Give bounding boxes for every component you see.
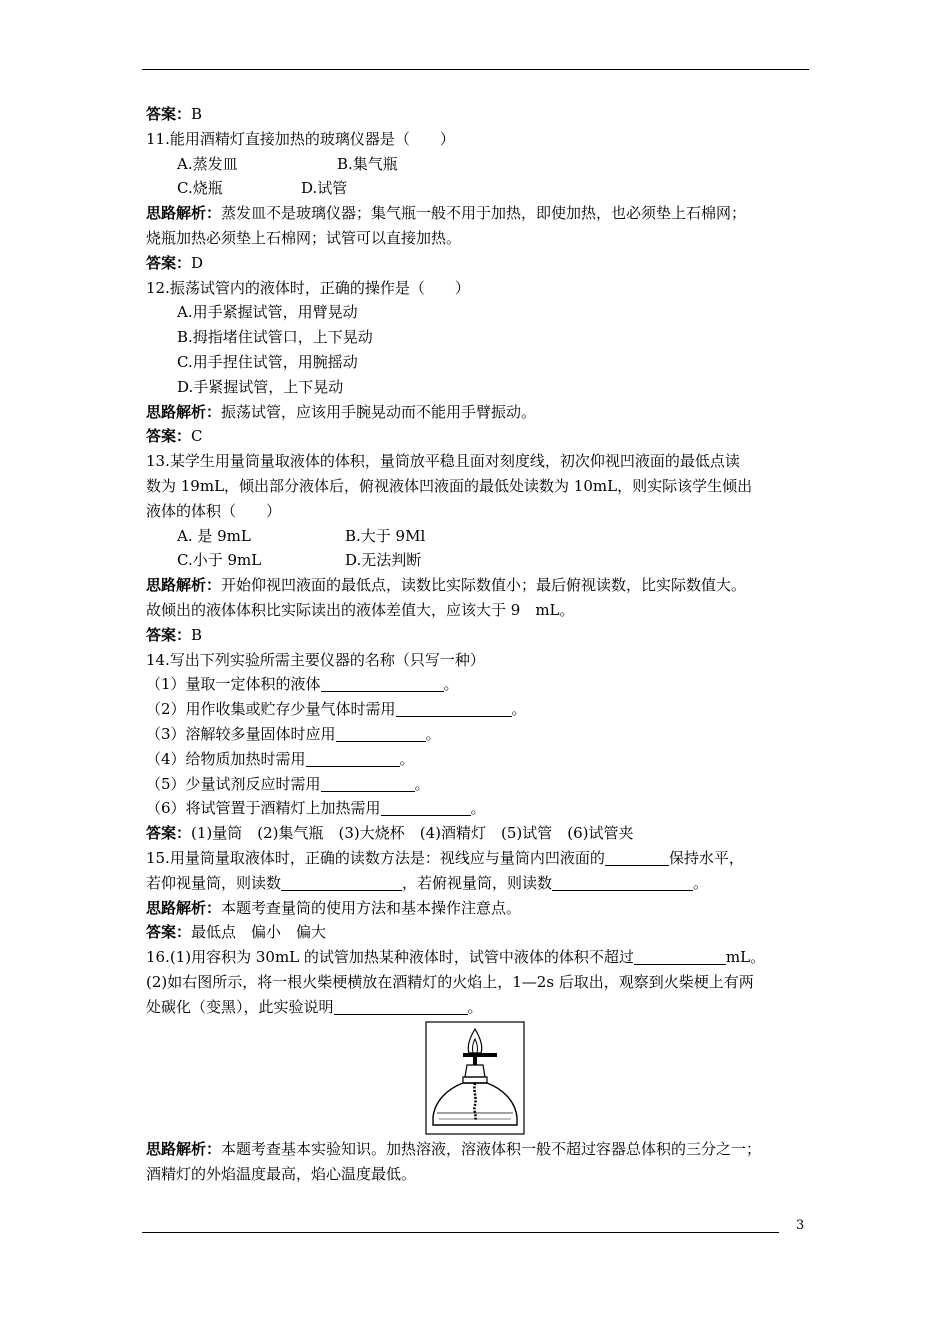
fill-blank [281, 874, 402, 891]
q13-stem-line2: 数为 19mL，倾出部分液体后，俯视液体凹液面的最低处读数为 10mL，则实际该学生倾出 [146, 476, 753, 495]
page-number: 3 [796, 1218, 805, 1233]
q13-option-b: B.大于 9Ml [345, 526, 426, 545]
q11-options-row1 [146, 152, 814, 177]
stem-text: ，若俯视量筒，则读数 [402, 873, 553, 892]
item-text: （4）给物质加热时需用 [146, 749, 306, 768]
fill-blank [334, 998, 468, 1015]
analysis-label: 思路解析： [146, 402, 222, 421]
q15-analysis-line1 [146, 896, 814, 921]
stem-text: 16.(1)用容积为 30mL 的试管加热某种液体时，试管中液体的体积不超过 [146, 948, 634, 967]
q10-answer [146, 102, 814, 127]
analysis-text: 开始仰视凹液面的最低点，读数比实际数值小；最后俯视读数，比实际数值大。 [221, 576, 747, 595]
stem-text: 。 [693, 873, 709, 892]
fill-blank [396, 700, 512, 717]
analysis-label: 思路解析： [146, 204, 222, 223]
q14-item-3 [146, 722, 814, 747]
q14-item-5 [146, 772, 814, 797]
item-text: （6）将试管置于酒精灯上加热需用 [146, 799, 381, 818]
q12-stem: 12.振荡试管内的液体时，正确的操作是（ ） [146, 278, 470, 297]
q15-answer [146, 920, 814, 945]
q14-answer [146, 821, 814, 846]
page-body [146, 102, 814, 1187]
q14-item-4 [146, 747, 814, 772]
answer-label: 答案： [146, 923, 192, 942]
q13-option-d: D.无法判断 [345, 551, 422, 570]
q15-stem-line1 [146, 846, 814, 871]
analysis-text: 振荡试管，应该用手腕晃动而不能用手臂振动。 [221, 402, 537, 421]
q11-option-a: A.蒸发皿 [177, 154, 238, 173]
item-period: 。 [443, 675, 459, 694]
analysis-label: 思路解析： [146, 898, 222, 917]
item-text: （3）溶解较多量固体时应用 [146, 724, 336, 743]
answer-label: 答案： [146, 253, 192, 272]
q11-stem: 11.能用酒精灯直接加热的玻璃仪器是（ ） [146, 129, 455, 148]
analysis-label: 思路解析： [146, 1140, 222, 1159]
q13-options-row1 [146, 524, 814, 549]
item-text: （1）量取一定体积的液体 [146, 675, 321, 694]
footer-rule [142, 1232, 779, 1233]
q16-stem-line2: (2)如右图所示，将一根火柴梗横放在酒精灯的火焰上，1—2s 后取出，观察到火柴梗上有两 [146, 972, 754, 991]
stem-text: 处碳化（变黑），此实验说明 [146, 997, 334, 1016]
fill-blank [552, 874, 693, 891]
stem-text: 保持水平， [668, 848, 744, 867]
q14-item-1 [146, 672, 814, 697]
q12-option-a: A.用手紧握试管，用臂晃动 [177, 303, 358, 322]
alcohol-lamp-figure [425, 1021, 525, 1135]
q14-stem: 14.写出下列实验所需主要仪器的名称（只写一种） [146, 650, 485, 669]
q15-stem-line2 [146, 871, 814, 896]
stem-text: 若仰视量筒，则读数 [146, 873, 282, 892]
item-period: 。 [414, 774, 430, 793]
analysis-text: 蒸发皿不是玻璃仪器；集气瓶一般不用于加热，即使加热，也必须垫上石棉网； [221, 204, 747, 223]
item-period: 。 [470, 799, 486, 818]
q16-analysis-line1 [146, 1137, 814, 1162]
fill-blank [605, 849, 669, 866]
q13-option-a: A. 是 9mL [177, 526, 251, 545]
q13-answer [146, 623, 814, 648]
q12-option-c: C.用手捏住试管，用腕摇动 [177, 352, 358, 371]
item-period: 。 [425, 724, 441, 743]
fill-blank [336, 725, 426, 742]
analysis-text: 本题考查量筒的使用方法和基本操作注意点。 [221, 898, 522, 917]
q16-stem-line1 [146, 945, 814, 970]
answer-label: 答案： [146, 105, 192, 123]
q14-item-2 [146, 697, 814, 722]
stem-text: 15.用量筒量取液体时，正确的读数方法是：视线应与量筒内凹液面的 [146, 848, 605, 867]
answer-text: D [191, 253, 204, 272]
analysis-label: 思路解析： [146, 576, 222, 595]
item-text: （5）少量试剂反应时需用 [146, 774, 321, 793]
q11-options-row2 [146, 176, 814, 201]
fill-blank [634, 948, 726, 965]
answer-text: B [191, 105, 203, 123]
q13-stem-line3: 液体的体积（ ） [146, 501, 282, 520]
item-period: 。 [399, 749, 415, 768]
q11-answer [146, 251, 814, 276]
fill-blank [306, 750, 400, 767]
q13-analysis-line2: 故倾出的液体体积比实际读出的液体差值大，应该大于 9 mL。 [146, 600, 575, 619]
q11-option-d: D.试管 [301, 179, 348, 198]
answer-text: C [191, 427, 203, 446]
answer-label: 答案： [146, 625, 192, 644]
answer-text: 最低点 偏小 偏大 [191, 923, 327, 942]
analysis-text: 本题考查基本实验知识。加热溶液，溶液体积一般不超过容器总体积的三分之一； [221, 1140, 762, 1159]
stem-text: 。 [467, 997, 483, 1016]
q11-analysis-line2: 烧瓶加热必须垫上石棉网；试管可以直接加热。 [146, 228, 462, 247]
q13-analysis-line1 [146, 573, 814, 598]
answer-text: B [191, 625, 203, 644]
q12-option-b: B.拇指堵住试管口，上下晃动 [177, 328, 373, 347]
stem-text: mL。 [725, 948, 766, 967]
fill-blank [321, 675, 444, 692]
figure-area [146, 1019, 814, 1137]
answer-text: (1)量筒 (2)集气瓶 (3)大烧杯 (4)酒精灯 (5)试管 (6)试管夹 [191, 824, 634, 843]
answer-label: 答案： [146, 824, 192, 843]
item-text: （2）用作收集或贮存少量气体时需用 [146, 700, 396, 719]
q12-analysis-line1 [146, 400, 814, 425]
alcohol-lamp-icon [425, 1021, 525, 1135]
q16-stem-line3 [146, 995, 814, 1020]
q11-option-c: C.烧瓶 [177, 179, 223, 198]
q13-option-c: C.小于 9mL [177, 551, 262, 570]
answer-label: 答案： [146, 427, 192, 446]
q11-analysis-line1 [146, 201, 814, 226]
fill-blank [321, 775, 415, 792]
item-period: 。 [511, 700, 527, 719]
q12-option-d: D.手紧握试管，上下晃动 [177, 377, 344, 396]
q16-analysis-line2: 酒精灯的外焰温度最高，焰心温度最低。 [146, 1165, 417, 1184]
q13-stem-line1: 13.某学生用量筒量取液体的体积，量筒放平稳且面对刻度线，初次仰视凹液面的最低点读 [146, 452, 740, 471]
q11-option-b: B.集气瓶 [337, 154, 398, 173]
q13-options-row2 [146, 548, 814, 573]
header-rule [142, 69, 809, 70]
q14-item-6 [146, 796, 814, 821]
q12-answer [146, 424, 814, 449]
fill-blank [381, 799, 471, 816]
